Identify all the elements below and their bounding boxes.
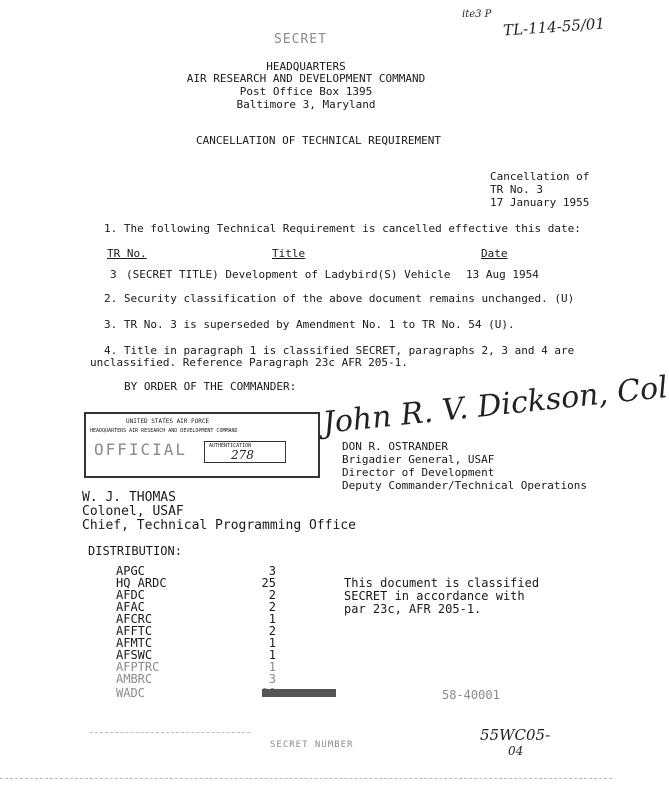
control-number: 58-40001 [442,688,500,702]
official-stamp [84,412,320,478]
distribution-name: AMBRC [116,672,153,686]
distribution-name: WADC [116,686,145,700]
stamp-official: OFFICIAL [94,440,188,459]
stamp-auth-label: AUTHENTICATION [209,443,252,449]
paragraph-4-line-2: unclassified. Reference Paragraph 23c AFR 205-1. [90,356,408,369]
authenticator-title: Chief, Technical Programming Office [82,518,356,533]
handwritten-bottom-sub: 04 [508,744,524,758]
reference-line-2: TR No. 3 [490,183,543,196]
table-header-tr-no: TR No. [107,247,147,260]
distribution-count: 3 [268,564,276,578]
distribution-row [116,686,276,700]
by-order-line: BY ORDER OF THE COMMANDER: [124,380,297,393]
paragraph-3: 3. TR No. 3 is superseded by Amendment No. 1 to TR No. 54 (U). [104,318,515,331]
distribution-name: AFFTC [116,624,153,638]
paragraph-1: 1. The following Technical Requirement is cancelled effective this date: [104,222,581,235]
table-cell-tr-no: 3 [110,268,117,281]
handwritten-mark-small: ite3 P [462,9,492,20]
signer-name: DON R. OSTRANDER [342,440,448,453]
bottom-faint-marking: SECRET NUMBER [270,740,354,750]
stamp-line-1: UNITED STATES AIR FORCE [126,418,210,425]
faint-rule [90,732,250,733]
classification-note-line-1: This document is classified [344,576,540,590]
authenticator-rank: Colonel, USAF [82,504,184,519]
authenticator-name: W. J. THOMAS [82,490,176,505]
table-cell-title: (SECRET TITLE) Development of Ladybird(S) Vehicle [126,268,451,281]
handwritten-signature: John R. V. Dickson, Col [321,369,669,442]
redaction-bar [262,689,336,697]
distribution-name: HQ ARDC [116,576,167,590]
classification-marking: SECRET [274,32,327,47]
distribution-count: 2 [268,624,276,638]
distribution-heading: DISTRIBUTION: [88,544,182,558]
reference-line-1: Cancellation of [490,170,590,183]
document-title: CANCELLATION OF TECHNICAL REQUIREMENT [196,134,442,147]
distribution-name: AFPTRC [116,660,160,674]
distribution-count: 1 [268,648,276,662]
stamp-auth-value: 278 [231,448,254,462]
paragraph-4-line-1: 4. Title in paragraph 1 is classified SECRET, paragraphs 2, 3 and 4 are [104,344,575,357]
bottom-edge-rule [0,778,612,779]
distribution-count: 25 [261,576,276,590]
classification-note-line-3: par 23c, AFR 205-1. [344,602,482,616]
signer-title-2: Deputy Commander/Technical Operations [342,479,588,492]
letterhead-line-1: HEADQUARTERS [266,60,346,73]
stamp-authentication-box [204,441,286,463]
letterhead-line-3: Post Office Box 1395 [239,85,373,98]
letterhead-line-2: AIR RESEARCH AND DEVELOPMENT COMMAND [186,72,426,85]
distribution-name: APGC [116,564,145,578]
handwritten-document-code: TL-114-55/01 [502,14,606,40]
paragraph-2: 2. Security classification of the above document remains unchanged. (U) [104,292,575,305]
distribution-name: AFMTC [116,636,153,650]
distribution-name: AFCRC [116,612,153,626]
distribution-count: 1 [268,636,276,650]
letterhead-line-4: Baltimore 3, Maryland [236,98,376,111]
distribution-name: AFDC [116,588,145,602]
table-header-date: Date [481,247,508,260]
signer-title-1: Director of Development [342,466,495,479]
distribution-count: 1 [268,612,276,626]
distribution-count: 3 [268,672,276,686]
distribution-name: AFSWC [116,648,153,662]
table-header-title: Title [272,247,306,260]
table-cell-date: 13 Aug 1954 [466,268,539,281]
distribution-row [116,672,276,686]
classification-note-line-2: SECRET in accordance with [344,589,525,603]
stamp-line-2: HEADQUARTERS AIR RESEARCH AND DEVELOPMENT COMMAND [90,428,238,434]
handwritten-bottom-code: 55WC05- [480,726,551,744]
signer-rank: Brigadier General, USAF [342,453,495,466]
distribution-count: 2 [268,600,276,614]
distribution-name: AFAC [116,600,145,614]
distribution-count: 1 [268,660,276,674]
reference-line-3: 17 January 1955 [490,196,590,209]
distribution-count: 2 [268,588,276,602]
